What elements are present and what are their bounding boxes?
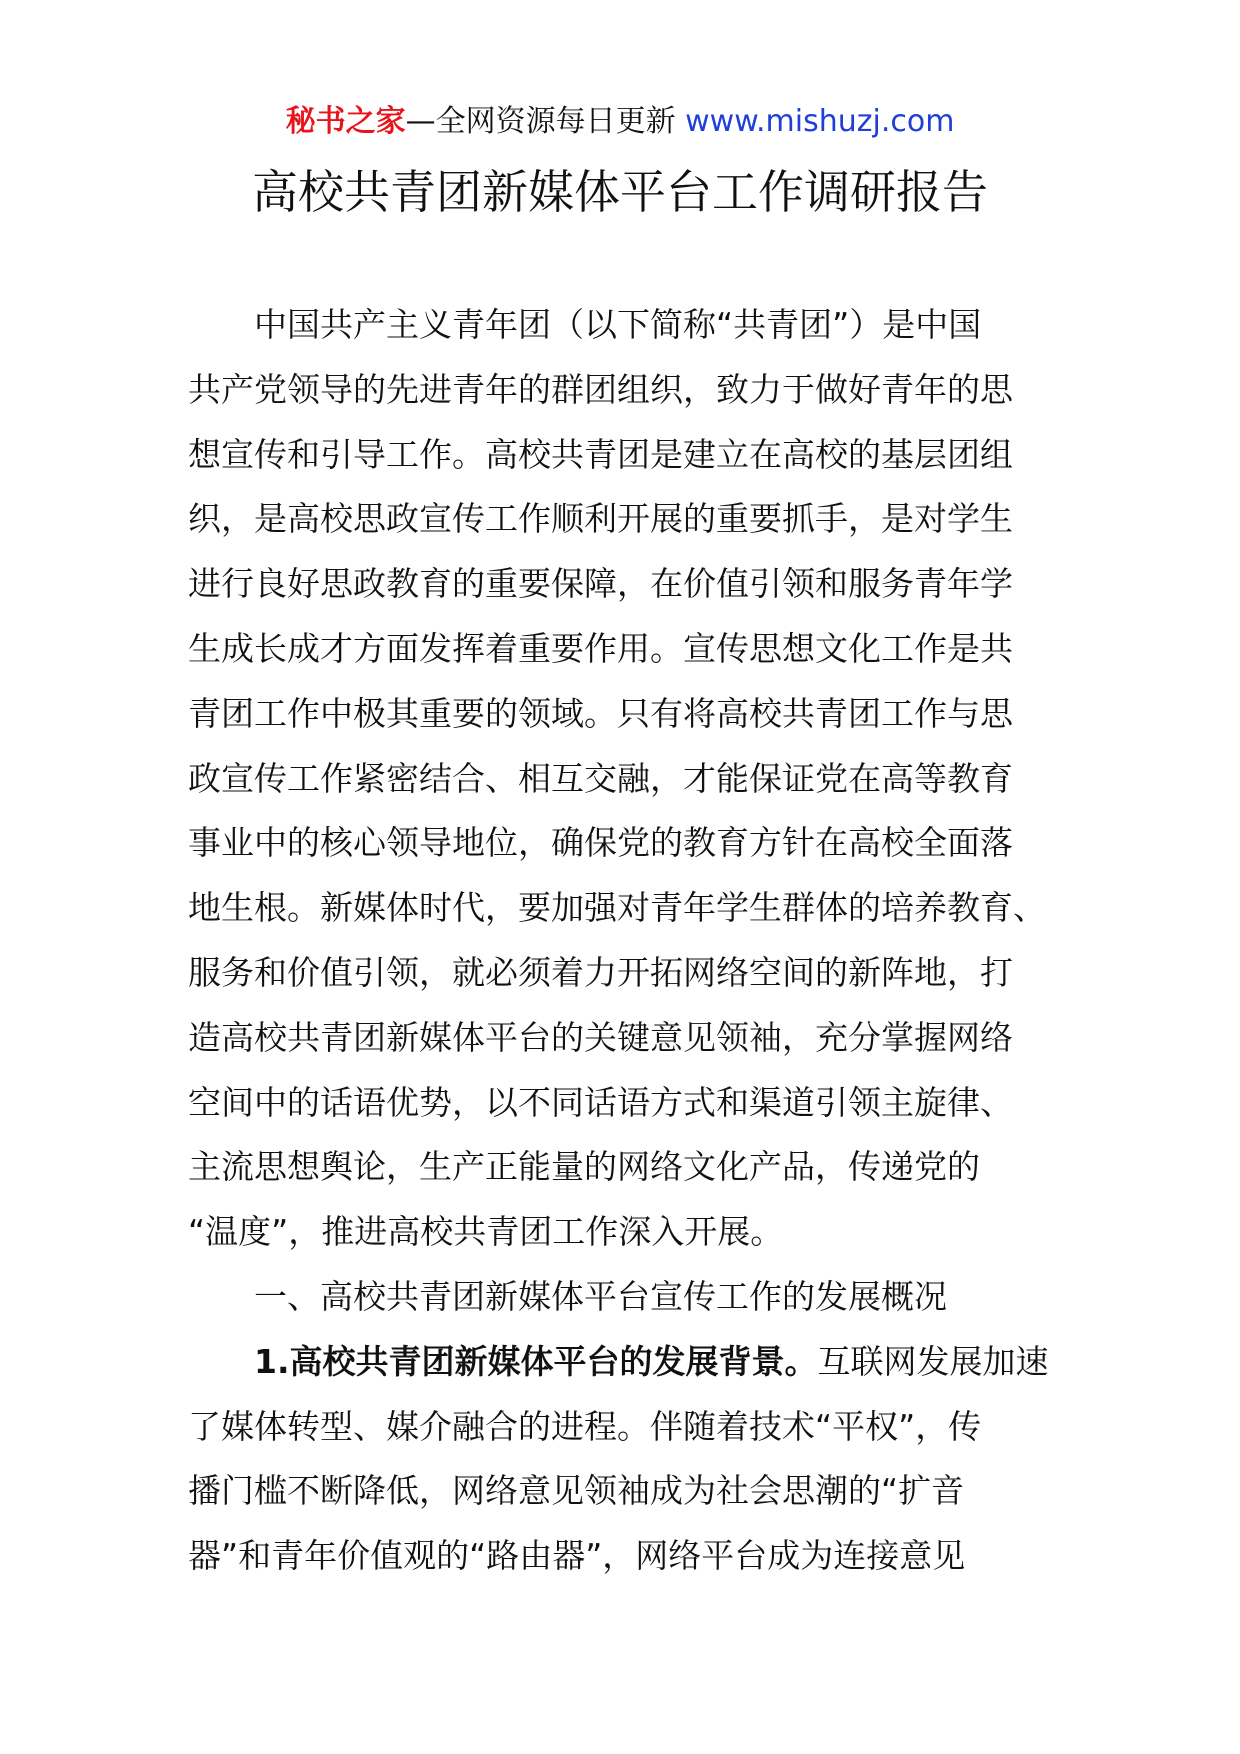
text-line: 共产党领导的先进青年的群团组织，致力于做好青年的思 bbox=[188, 369, 1013, 409]
subsection-heading: 1.高校共青团新媒体平台的发展背景。 bbox=[254, 1341, 818, 1381]
text-line: 事业中的核心领导地位，确保党的教育方针在高校全面落 bbox=[188, 823, 1013, 863]
text-line: 政宣传工作紧密结合、相互交融，才能保证党在高等教育 bbox=[188, 758, 1013, 798]
brand-name: 秘书之家 bbox=[285, 104, 406, 139]
text-line: “温度”，推进高校共青团工作深入开展。 bbox=[188, 1212, 784, 1252]
text-line: 中国共产主义青年团（以下简称“共青团”）是中国 bbox=[254, 305, 982, 344]
text-line: 造高校共青团新媒体平台的关键意见领袖，充分掌握网络 bbox=[188, 1017, 1013, 1057]
text-line: 服务和价值引领，就必须着力开拓网络空间的新阵地，打 bbox=[188, 952, 1013, 992]
text-line bbox=[188, 1330, 1064, 1395]
text-line: 青团工作中极其重要的领域。只有将高校共青团工作与思 bbox=[188, 693, 1013, 733]
text-line: 播门槛不断降低，网络意见领袖成为社会思潮的“扩音 bbox=[188, 1471, 965, 1511]
document-title: 高校共青团新媒体平台工作调研报告 bbox=[252, 165, 988, 219]
text-line: 生成长成才方面发挥着重要作用。宣传思想文化工作是共 bbox=[188, 628, 1013, 668]
text-line: 器”和青年价值观的“路由器”，网络平台成为连接意见 bbox=[188, 1536, 966, 1576]
text-line: 进行良好思政教育的重要保障，在价值引领和服务青年学 bbox=[188, 564, 1013, 604]
document-body bbox=[188, 293, 1064, 1589]
site-header bbox=[0, 100, 1240, 144]
text-line: 想宣传和引导工作。高校共青团是建立在高校的基层团组 bbox=[188, 434, 1013, 474]
text-line: 了媒体转型、媒介融合的进程。伴随着技术“平权”，传 bbox=[188, 1406, 982, 1446]
text-line: 织，是高校思政宣传工作顺利开展的重要抓手，是对学生 bbox=[188, 499, 1013, 539]
text-line: 主流思想舆论，生产正能量的网络文化产品，传递党的 bbox=[188, 1147, 980, 1187]
text-line-rest: 互联网发展加速 bbox=[817, 1341, 1049, 1381]
section-heading-text: 一、高校共青团新媒体平台宣传工作的发展概况 bbox=[254, 1276, 947, 1316]
text-line: 地生根。新媒体时代，要加强对青年学生群体的培养教育、 bbox=[188, 888, 1046, 928]
site-url-link[interactable]: www.mishuzj.com bbox=[685, 104, 955, 139]
header-tagline: —全网资源每日更新 bbox=[405, 104, 676, 139]
text-line: 空间中的话语优势，以不同话语方式和渠道引领主旋律、 bbox=[188, 1082, 1013, 1122]
paragraph-background bbox=[188, 1330, 1064, 1589]
section-heading bbox=[188, 1265, 1064, 1330]
paragraph-intro bbox=[188, 293, 1064, 1265]
